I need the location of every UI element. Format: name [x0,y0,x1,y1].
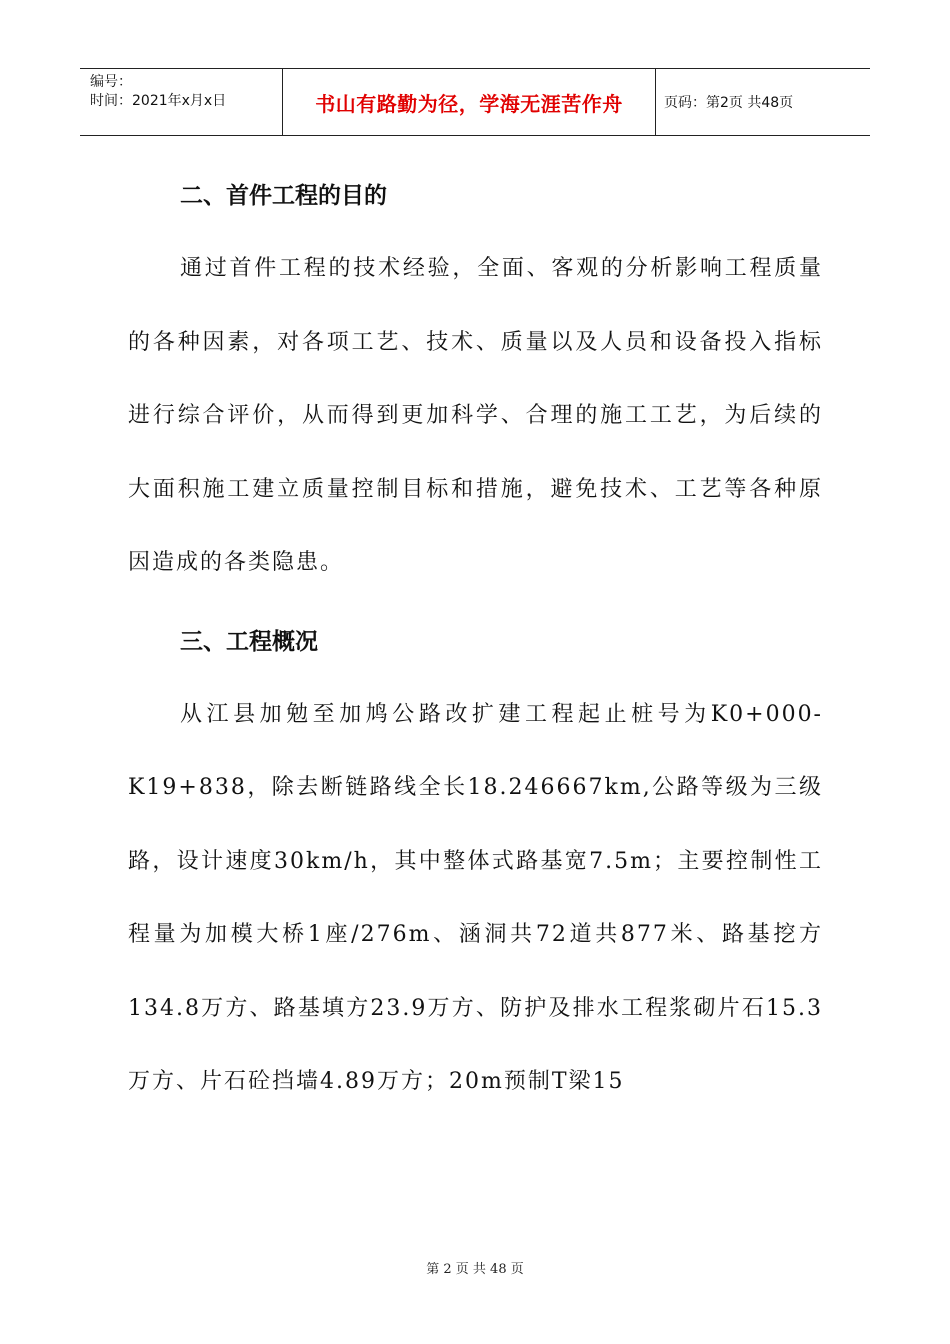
header-page-info: 页码：第2页 共48页 [664,95,794,111]
section-heading-overview: 三、工程概况 [180,628,318,655]
page-header [80,68,870,136]
section-heading-purpose: 二、首件工程的目的 [180,183,387,209]
header-meta [80,69,283,135]
section-paragraph-overview: 从江县加勉至加鸠公路改扩建工程起止桩号为K0+000-K19+838，除去断链路线全长18.246667km,公路等级为三级路，设计速度30km/h，其中整体式路基宽7.5m；主要控制性工程量为加模大桥1座/276m、涵洞共72道共877米、路基挖方134.8万方、路基填方23.9万方、防护及排水工程浆砌片石15.3万方、片石砼挡墙4.89万方；20m预制T梁15 [128,701,823,1094]
section-paragraph-purpose: 通过首件工程的技术经验，全面、客观的分析影响工程质量的各种因素，对各项工艺、技术、质量以及人员和设备投入指标进行综合评价，从而得到更加科学、合理的施工工艺，为后续的大面积施工建立质量控制目标和措施，避免技术、工艺等各种原因造成的各类隐患。 [128,256,823,575]
time-label: 时间：2021年x月x日 [90,93,227,109]
code-label: 编号： [90,74,132,90]
document-body [128,160,823,1119]
page-footer: 第 2 页 共 48 页 [426,1262,524,1277]
header-slogan: 书山有路勤为径，学海无涯苦作舟 [283,69,656,135]
